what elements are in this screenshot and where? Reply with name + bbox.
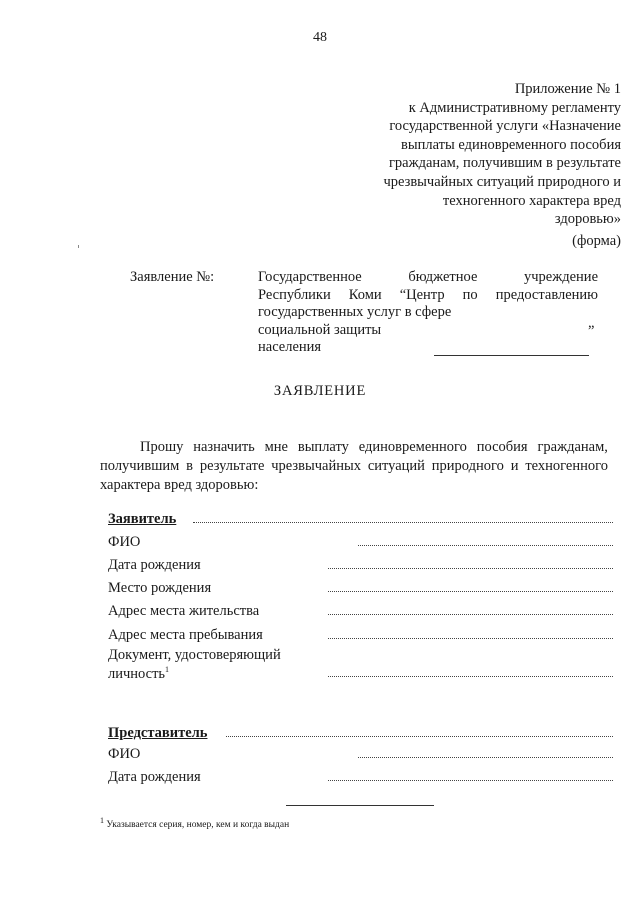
- institution-line-3: государственных услуг в сфере: [258, 304, 452, 320]
- application-number-label: Заявление №:: [130, 269, 215, 285]
- request-word: и: [510, 458, 519, 474]
- institution-word: Государственное: [258, 269, 362, 285]
- appendix-header: [383, 80, 621, 229]
- appendix-line: чрезвычайных ситуаций природного и: [383, 173, 621, 190]
- page-number: 48: [313, 30, 327, 45]
- institution-word: Коми: [348, 286, 382, 303]
- request-word: природного: [431, 458, 504, 474]
- request-word: ситуаций: [367, 458, 425, 474]
- form-label: (форма): [572, 233, 621, 249]
- appendix-line: здоровью»: [554, 211, 621, 228]
- request-line-1: [100, 438, 608, 457]
- applicant-id-doc-label-1: Документ, удостоверяющий: [108, 647, 281, 663]
- applicant-header: Заявитель: [108, 511, 177, 527]
- appendix-line: к Административному регламенту: [408, 99, 621, 116]
- scan-artifact: [78, 245, 79, 248]
- request-word: гражданам,: [537, 439, 608, 455]
- applicant-header-line[interactable]: [193, 522, 613, 523]
- appendix-line: выплаты единовременного пособия: [401, 136, 621, 153]
- appendix-line: Приложение № 1: [514, 81, 621, 97]
- representative-birthdate-label: Дата рождения: [108, 769, 201, 785]
- representative-birthdate-field[interactable]: [328, 780, 613, 781]
- footnote-number: 1: [100, 816, 104, 825]
- institution-line-5: населения: [258, 339, 322, 355]
- request-word: мне: [264, 439, 288, 455]
- institution-word: бюджетное: [408, 269, 478, 285]
- institution-word: учреждение: [523, 269, 598, 285]
- footnote-ref: 1: [165, 665, 170, 674]
- footnote-text: Указывается серия, номер, кем и когда выдан: [106, 820, 290, 831]
- institution-line-4: социальной защиты: [258, 321, 382, 338]
- applicant-residence-field[interactable]: [328, 614, 613, 615]
- request-line-3: характера вред здоровью:: [100, 477, 259, 493]
- footnote: [100, 816, 289, 830]
- request-word: выплату: [297, 439, 349, 455]
- request-word: пособия: [476, 439, 528, 455]
- request-word: результате: [199, 458, 265, 474]
- representative-header: Представитель: [108, 725, 208, 741]
- request-word: Прошу: [140, 439, 184, 455]
- appendix-line: техногенного характера вред: [442, 192, 621, 209]
- id-doc-text: личность: [108, 665, 166, 682]
- institution-addressee: [258, 269, 598, 357]
- applicant-stay-label: Адрес места пребывания: [108, 627, 263, 643]
- request-line-2: [100, 457, 608, 476]
- representative-fio-field[interactable]: [358, 757, 613, 758]
- applicant-id-doc-label-2: [108, 665, 169, 683]
- footnote-separator: [286, 805, 434, 806]
- request-word: техногенного: [525, 458, 608, 474]
- applicant-id-doc-field[interactable]: [328, 676, 613, 677]
- applicant-fio-label: ФИО: [108, 534, 141, 550]
- institution-word: Республики: [258, 286, 331, 303]
- applicant-birthdate-field[interactable]: [328, 568, 613, 569]
- institution-line-2: [258, 287, 598, 305]
- closing-quote: ”: [588, 323, 595, 339]
- request-word: единовременного: [358, 439, 467, 455]
- request-word: получившим: [100, 458, 180, 474]
- institution-word: по: [462, 286, 478, 303]
- institution-fill-line: [434, 355, 589, 356]
- request-paragraph: [100, 438, 608, 495]
- request-word: назначить: [193, 439, 255, 455]
- applicant-birthplace-label: Место рождения: [108, 580, 212, 596]
- applicant-fio-field[interactable]: [358, 545, 613, 546]
- applicant-birthplace-field[interactable]: [328, 591, 613, 592]
- request-word: чрезвычайных: [271, 458, 361, 474]
- representative-fio-label: ФИО: [108, 746, 141, 762]
- applicant-birthdate-label: Дата рождения: [108, 557, 201, 573]
- appendix-line: государственной услуги «Назначение: [389, 118, 621, 135]
- appendix-line: гражданам, получившим в результате: [388, 155, 621, 172]
- representative-header-line[interactable]: [226, 736, 613, 737]
- institution-word: предоставлению: [495, 286, 598, 303]
- document-title: ЗАЯВЛЕНИЕ: [273, 383, 367, 399]
- applicant-stay-field[interactable]: [328, 638, 613, 639]
- institution-word: “Центр: [399, 286, 445, 303]
- request-word: в: [186, 458, 194, 474]
- applicant-residence-label: Адрес места жительства: [108, 603, 260, 619]
- institution-line-1: [258, 269, 598, 287]
